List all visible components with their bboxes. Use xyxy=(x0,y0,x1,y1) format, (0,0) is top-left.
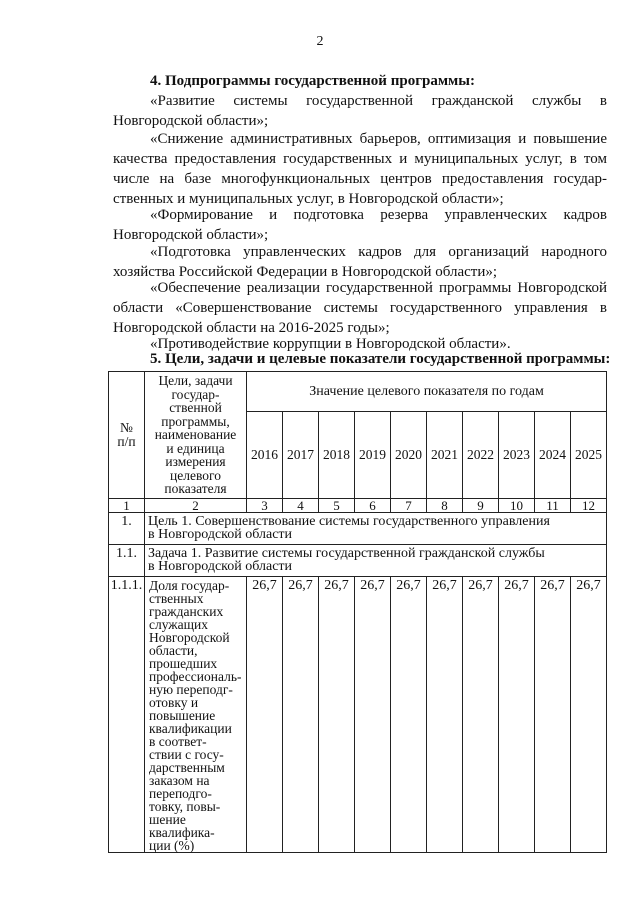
task-row-text: Задача 1. Развитие системы государственной гражданской службы в Новгородской области xyxy=(145,544,607,576)
subprogram-5-line-3: Новгородской области на 2016-2025 годы»; xyxy=(113,320,390,336)
column-number: 1 xyxy=(109,498,145,512)
subprogram-1 xyxy=(113,91,607,131)
column-number: 7 xyxy=(391,498,427,512)
subprogram-2 xyxy=(113,129,607,209)
subprogram-3-line-1: «Формирование и подготовка резерва управленческих кадров xyxy=(150,207,607,223)
indicator-number: 1.1.1. xyxy=(109,576,145,852)
header-year: 2022 xyxy=(463,412,499,498)
section-5-heading: 5. Цели, задачи и целевые показатели государственной программы: xyxy=(150,351,611,367)
subprogram-4-line-1: «Подготовка управленческих кадров для организаций народного xyxy=(150,244,607,260)
subprogram-5-line-1: «Обеспечение реализации государственной программы Новгородской xyxy=(150,280,607,296)
subprogram-6-line-1: «Противодействие коррупции в Новгородской области». xyxy=(150,336,511,352)
header-year: 2017 xyxy=(283,412,319,498)
indicator-value: 26,7 xyxy=(391,576,427,852)
column-number: 4 xyxy=(283,498,319,512)
column-number: 3 xyxy=(247,498,283,512)
indicator-value: 26,7 xyxy=(283,576,319,852)
column-number: 12 xyxy=(571,498,607,512)
subprogram-4-line-2: хозяйства Российской Федерации в Новгородской области»; xyxy=(113,264,498,280)
subprogram-3 xyxy=(113,205,607,245)
header-year: 2016 xyxy=(247,412,283,498)
column-number: 5 xyxy=(319,498,355,512)
indicator-value: 26,7 xyxy=(355,576,391,852)
header-year: 2020 xyxy=(391,412,427,498)
goal-row-text: Цель 1. Совершенствование системы государственного управления в Новгородской области xyxy=(145,512,607,544)
indicator-value: 26,7 xyxy=(247,576,283,852)
subprogram-5 xyxy=(113,278,607,338)
indicator-value: 26,7 xyxy=(319,576,355,852)
column-number: 9 xyxy=(463,498,499,512)
indicator-description: Доля государ- ственных гражданских служащих Новгородской области, прошедших профессиональ- ную переподг- отовку и повышение квалификации в соответ- ствии с госу- дарственным заказом на переподго- товку, повы- шение квалифика- ции (%) xyxy=(145,576,247,852)
task-number: 1.1. xyxy=(109,544,145,576)
header-year: 2019 xyxy=(355,412,391,498)
header-year: 2025 xyxy=(571,412,607,498)
header-year: 2024 xyxy=(535,412,571,498)
indicator-value: 26,7 xyxy=(463,576,499,852)
header-year: 2018 xyxy=(319,412,355,498)
header-year: 2023 xyxy=(499,412,535,498)
subprogram-2-line-4: ственных и муниципальных услуг, в Новгородской области»; xyxy=(113,191,504,207)
subprogram-4 xyxy=(113,242,607,282)
indicator-value: 26,7 xyxy=(499,576,535,852)
subprogram-2-line-3: числе на базе многофункциональных центров предоставления государ- xyxy=(113,171,607,187)
header-year: 2021 xyxy=(427,412,463,498)
header-target-values: Значение целевого показателя по годам xyxy=(247,372,607,412)
column-number: 8 xyxy=(427,498,463,512)
column-number: 2 xyxy=(145,498,247,512)
header-row-number: № п/п xyxy=(109,372,145,499)
goal-number: 1. xyxy=(109,512,145,544)
subprogram-3-line-2: Новгородской области»; xyxy=(113,227,269,243)
indicator-value: 26,7 xyxy=(571,576,607,852)
subprogram-1-line-1: «Развитие системы государственной гражданской службы в xyxy=(150,93,607,109)
subprogram-2-line-2: качества предоставления государственных и муниципальных услуг, в том xyxy=(113,151,607,167)
page-number: 2 xyxy=(316,34,324,49)
subprogram-1-line-2: Новгородской области»; xyxy=(113,113,269,129)
section-4-heading: 4. Подпрограммы государственной программы: xyxy=(150,73,475,89)
goals-indicators-table xyxy=(108,371,607,853)
header-goal-description: Цели, задачи государ- ственной программы, наименование и единица измерения целевого показателя xyxy=(145,372,247,499)
column-number: 10 xyxy=(499,498,535,512)
subprogram-5-line-2: области «Совершенствование системы государственного управления в xyxy=(113,300,607,316)
column-number: 11 xyxy=(535,498,571,512)
subprogram-2-line-1: «Снижение административных барьеров, оптимизация и повышение xyxy=(150,131,607,147)
indicator-value: 26,7 xyxy=(535,576,571,852)
indicator-value: 26,7 xyxy=(427,576,463,852)
column-number: 6 xyxy=(355,498,391,512)
